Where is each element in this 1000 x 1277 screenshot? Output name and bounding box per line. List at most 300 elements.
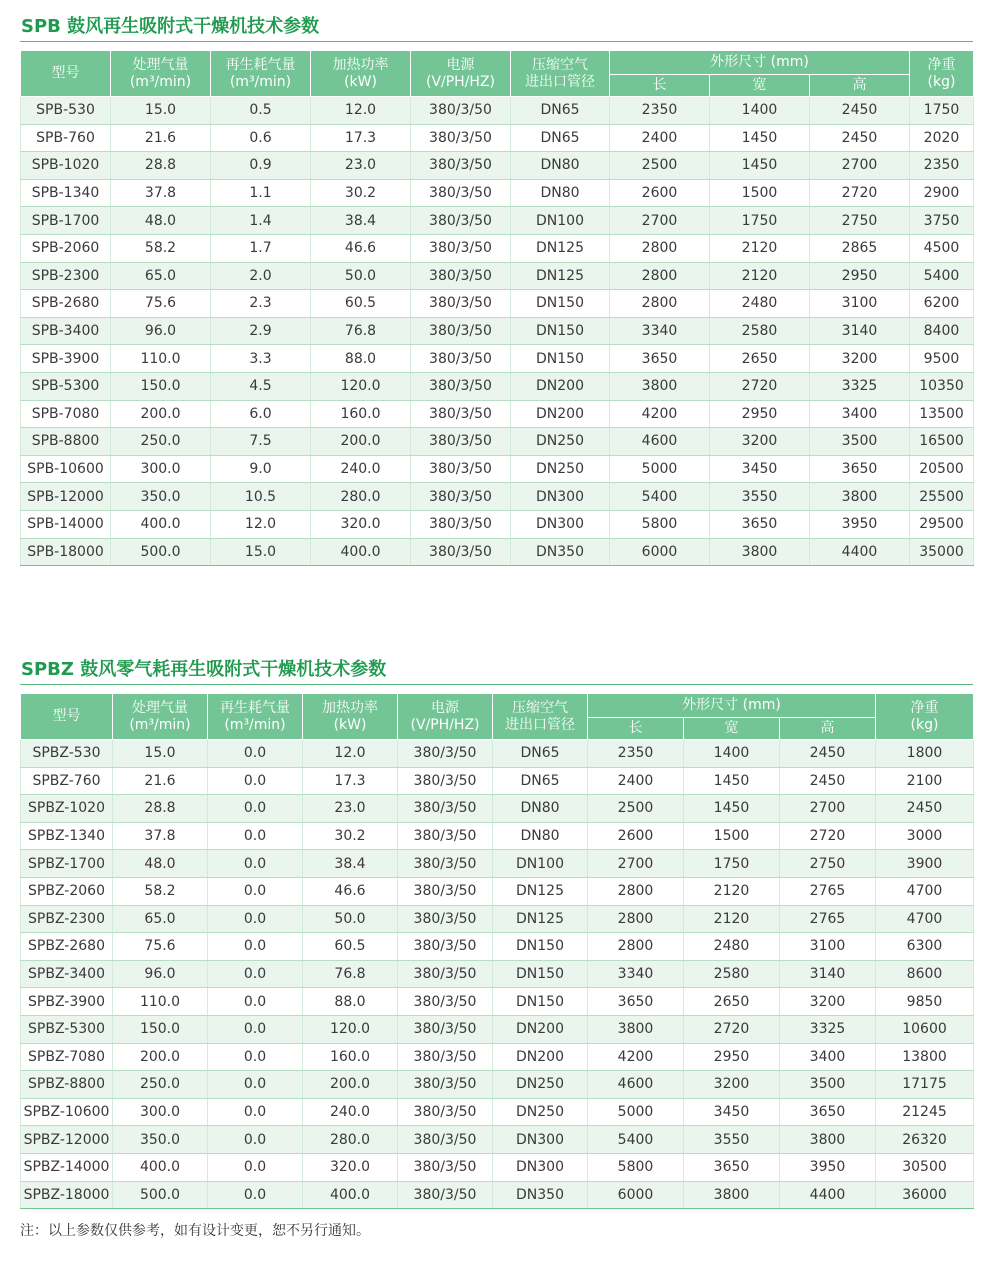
table-cell: 2700 (780, 795, 876, 823)
header-dims: 外形尺寸 (mm) (588, 694, 876, 718)
header-dims: 外形尺寸 (mm) (610, 51, 910, 75)
header-power: 加热功率 (kW) (311, 51, 411, 97)
table-cell: 380/3/50 (411, 97, 511, 125)
table-cell: DN300 (493, 1126, 588, 1154)
table-cell: 75.6 (113, 933, 208, 961)
model-cell: SPB-3900 (21, 345, 111, 373)
table-cell: 2450 (780, 767, 876, 795)
table-cell: 76.8 (311, 317, 411, 345)
table-cell: 3200 (684, 1071, 780, 1099)
table-cell: 58.2 (113, 877, 208, 905)
table-cell: 3140 (780, 960, 876, 988)
table-cell: 65.0 (111, 262, 211, 290)
model-cell: SPBZ-10600 (21, 1098, 113, 1126)
table-cell: DN150 (511, 290, 610, 318)
table-cell: 17.3 (303, 767, 398, 795)
table-row (21, 152, 974, 180)
model-cell: SPB-7080 (21, 400, 111, 428)
table-cell: 2600 (610, 179, 710, 207)
table-cell: 3800 (780, 1126, 876, 1154)
table-cell: 300.0 (113, 1098, 208, 1126)
table-cell: 380/3/50 (398, 988, 493, 1016)
table-cell: 4200 (610, 400, 710, 428)
table-cell: DN125 (511, 234, 610, 262)
table-cell: DN100 (511, 207, 610, 235)
table-cell: 3100 (780, 933, 876, 961)
table-cell: 35000 (910, 538, 974, 566)
table-cell: 2800 (610, 262, 710, 290)
table-cell: 30500 (876, 1153, 974, 1181)
table-cell: 29500 (910, 510, 974, 538)
table-row (21, 455, 974, 483)
table-row (21, 1098, 974, 1126)
table-cell: 3400 (810, 400, 910, 428)
model-cell: SPBZ-3400 (21, 960, 113, 988)
table-cell: 1750 (910, 97, 974, 125)
table-cell: 3800 (810, 483, 910, 511)
table-cell: 380/3/50 (398, 1181, 493, 1209)
table-cell: 120.0 (311, 372, 411, 400)
table-row (21, 317, 974, 345)
table-cell: 4600 (610, 428, 710, 456)
table-cell: 2400 (610, 124, 710, 152)
model-cell: SPB-1020 (21, 152, 111, 180)
table-row (21, 428, 974, 456)
header-power: 加热功率 (kW) (303, 694, 398, 740)
header-width: 宽 (710, 75, 810, 97)
table-cell: 4700 (876, 877, 974, 905)
table-cell: 2500 (610, 152, 710, 180)
table-cell: 23.0 (311, 152, 411, 180)
table-cell: 1450 (710, 152, 810, 180)
table-cell: 3800 (588, 1015, 684, 1043)
table-cell: 240.0 (303, 1098, 398, 1126)
table-cell: 21.6 (111, 124, 211, 152)
model-cell: SPB-18000 (21, 538, 111, 566)
table-cell: DN250 (493, 1071, 588, 1099)
table-row (21, 1126, 974, 1154)
table-row (21, 234, 974, 262)
table-cell: DN100 (493, 850, 588, 878)
table-cell: 2350 (910, 152, 974, 180)
table-cell: DN150 (511, 317, 610, 345)
table-cell: 2720 (810, 179, 910, 207)
table-cell: DN250 (511, 428, 610, 456)
model-cell: SPBZ-760 (21, 767, 113, 795)
table-cell: DN150 (493, 933, 588, 961)
table-cell: 2600 (588, 822, 684, 850)
table-cell: 1.4 (211, 207, 311, 235)
table-cell: 380/3/50 (411, 179, 511, 207)
header-port: 压缩空气 进出口管径 (511, 51, 610, 97)
table-cell: 50.0 (303, 905, 398, 933)
table-cell: 2700 (810, 152, 910, 180)
table-row (21, 179, 974, 207)
table-cell: DN80 (493, 795, 588, 823)
table-cell: 3750 (910, 207, 974, 235)
table-cell: 3200 (810, 345, 910, 373)
table-cell: 3650 (588, 988, 684, 1016)
table-row (21, 988, 974, 1016)
header-model: 型号 (21, 694, 113, 740)
table-cell: 400.0 (303, 1181, 398, 1209)
table-cell: 380/3/50 (411, 400, 511, 428)
table-cell: 9850 (876, 988, 974, 1016)
table-cell: 380/3/50 (398, 933, 493, 961)
table-cell: 5000 (588, 1098, 684, 1126)
model-cell: SPBZ-7080 (21, 1043, 113, 1071)
table-cell: 88.0 (311, 345, 411, 373)
table-cell: 3650 (780, 1098, 876, 1126)
table-cell: DN125 (493, 905, 588, 933)
table-cell: 3325 (780, 1015, 876, 1043)
table-cell: 380/3/50 (411, 124, 511, 152)
table-cell: 60.5 (311, 290, 411, 318)
table-cell: DN200 (493, 1015, 588, 1043)
table-cell: 2800 (610, 234, 710, 262)
table-cell: 1450 (684, 767, 780, 795)
table-cell: DN150 (493, 960, 588, 988)
table-cell: 320.0 (311, 510, 411, 538)
table-cell: 200.0 (303, 1071, 398, 1099)
table-cell: DN350 (511, 538, 610, 566)
table-cell: 2120 (684, 905, 780, 933)
table-cell: 23.0 (303, 795, 398, 823)
table-cell: 2750 (780, 850, 876, 878)
model-cell: SPBZ-5300 (21, 1015, 113, 1043)
table-cell: 3650 (610, 345, 710, 373)
table-cell: 2800 (588, 877, 684, 905)
section-title: SPBZ 鼓风零气耗再生吸附式干燥机技术参数 (20, 655, 973, 685)
table-cell: 3500 (780, 1071, 876, 1099)
table-cell: DN300 (493, 1153, 588, 1181)
table-cell: 21.6 (113, 767, 208, 795)
table-cell: 250.0 (111, 428, 211, 456)
table-cell: 2450 (780, 740, 876, 768)
table-cell: 9.0 (211, 455, 311, 483)
model-cell: SPB-10600 (21, 455, 111, 483)
table-cell: 30.2 (303, 822, 398, 850)
model-cell: SPBZ-530 (21, 740, 113, 768)
table-row (21, 207, 974, 235)
table-cell: 28.8 (113, 795, 208, 823)
table-cell: 380/3/50 (411, 483, 511, 511)
table-cell: 2120 (710, 262, 810, 290)
table-cell: 2400 (588, 767, 684, 795)
table-row (21, 767, 974, 795)
model-cell: SPBZ-12000 (21, 1126, 113, 1154)
table-cell: 96.0 (111, 317, 211, 345)
table-row (21, 483, 974, 511)
table-cell: 15.0 (113, 740, 208, 768)
table-cell: 6200 (910, 290, 974, 318)
table-cell: 0.0 (208, 960, 303, 988)
model-cell: SPBZ-1020 (21, 795, 113, 823)
table-cell: 8400 (910, 317, 974, 345)
table-cell: 380/3/50 (411, 317, 511, 345)
table-cell: 3500 (810, 428, 910, 456)
table-cell: 380/3/50 (398, 1153, 493, 1181)
header-length: 长 (588, 718, 684, 740)
table-cell: 20500 (910, 455, 974, 483)
table-cell: 2700 (610, 207, 710, 235)
table-cell: 88.0 (303, 988, 398, 1016)
table-cell: 350.0 (111, 483, 211, 511)
table-cell: 10350 (910, 372, 974, 400)
table-cell: 380/3/50 (398, 767, 493, 795)
table-cell: 48.0 (113, 850, 208, 878)
table-cell: 5800 (610, 510, 710, 538)
table-cell: 26320 (876, 1126, 974, 1154)
table-row (21, 290, 974, 318)
table-cell: 2120 (710, 234, 810, 262)
table-cell: DN65 (493, 740, 588, 768)
table-cell: 4400 (810, 538, 910, 566)
table-cell: 380/3/50 (398, 1071, 493, 1099)
table-cell: 3650 (710, 510, 810, 538)
header-width: 宽 (684, 718, 780, 740)
table-cell: DN250 (493, 1098, 588, 1126)
footnote: 注：以上参数仅供参考，如有设计变更，恕不另行通知。 (20, 1223, 370, 1239)
table-cell: 110.0 (113, 988, 208, 1016)
table-cell: DN125 (511, 262, 610, 290)
table-cell: 380/3/50 (411, 152, 511, 180)
table-cell: 2580 (710, 317, 810, 345)
table-cell: 380/3/50 (398, 1015, 493, 1043)
table-cell: 0.0 (208, 1181, 303, 1209)
table-row (21, 1015, 974, 1043)
table-row (21, 262, 974, 290)
table-cell: 1800 (876, 740, 974, 768)
table-cell: 2350 (588, 740, 684, 768)
table-cell: DN65 (493, 767, 588, 795)
table-row (21, 538, 974, 566)
table-cell: 3550 (684, 1126, 780, 1154)
table-cell: 150.0 (111, 372, 211, 400)
table-cell: 3650 (810, 455, 910, 483)
table-cell: 38.4 (311, 207, 411, 235)
model-cell: SPB-530 (21, 97, 111, 125)
table-cell: 380/3/50 (411, 207, 511, 235)
table-cell: 2720 (710, 372, 810, 400)
header-regen: 再生耗气量 (m³/min) (208, 694, 303, 740)
table-cell: 8600 (876, 960, 974, 988)
table-cell: 2.9 (211, 317, 311, 345)
table-cell: 280.0 (311, 483, 411, 511)
table-cell: 400.0 (111, 510, 211, 538)
table-cell: 4200 (588, 1043, 684, 1071)
table-cell: 380/3/50 (411, 428, 511, 456)
table-cell: 1750 (710, 207, 810, 235)
table-cell: 3340 (588, 960, 684, 988)
table-row (21, 400, 974, 428)
table-row (21, 905, 974, 933)
table-cell: 96.0 (113, 960, 208, 988)
table-cell: 0.0 (208, 1153, 303, 1181)
table-cell: 36000 (876, 1181, 974, 1209)
table-cell: 2450 (876, 795, 974, 823)
table-cell: 1450 (710, 124, 810, 152)
table-cell: 0.0 (208, 1126, 303, 1154)
table-cell: DN80 (511, 152, 610, 180)
table-cell: 240.0 (311, 455, 411, 483)
table-cell: 2450 (810, 124, 910, 152)
model-cell: SPBZ-2060 (21, 877, 113, 905)
table-cell: 2020 (910, 124, 974, 152)
table-cell: 3800 (610, 372, 710, 400)
table-cell: 0.0 (208, 1071, 303, 1099)
table-row (21, 933, 974, 961)
table-cell: 2750 (810, 207, 910, 235)
table-cell: 350.0 (113, 1126, 208, 1154)
table-cell: DN65 (511, 97, 610, 125)
model-cell: SPBZ-14000 (21, 1153, 113, 1181)
model-cell: SPBZ-2300 (21, 905, 113, 933)
table-cell: 3400 (780, 1043, 876, 1071)
table-cell: 5400 (910, 262, 974, 290)
table-cell: 21245 (876, 1098, 974, 1126)
table-cell: 200.0 (311, 428, 411, 456)
table-cell: 37.8 (111, 179, 211, 207)
table-cell: 0.0 (208, 850, 303, 878)
model-cell: SPB-12000 (21, 483, 111, 511)
table-cell: 17175 (876, 1071, 974, 1099)
table-cell: DN200 (511, 400, 610, 428)
table-cell: 2720 (780, 822, 876, 850)
header-regen: 再生耗气量 (m³/min) (211, 51, 311, 97)
table-row (21, 822, 974, 850)
table-cell: 400.0 (113, 1153, 208, 1181)
table-row (21, 1153, 974, 1181)
table-cell: 12.0 (303, 740, 398, 768)
table-cell: 5400 (610, 483, 710, 511)
table-cell: DN80 (493, 822, 588, 850)
table-cell: 160.0 (303, 1043, 398, 1071)
table-cell: 6000 (610, 538, 710, 566)
table-cell: 1450 (684, 795, 780, 823)
table-cell: 3.3 (211, 345, 311, 373)
table-cell: 0.0 (208, 1098, 303, 1126)
table-cell: 380/3/50 (398, 740, 493, 768)
header-model: 型号 (21, 51, 111, 97)
table-cell: 120.0 (303, 1015, 398, 1043)
model-cell: SPB-760 (21, 124, 111, 152)
table-cell: 0.9 (211, 152, 311, 180)
table-cell: 3800 (710, 538, 810, 566)
table-cell: 9500 (910, 345, 974, 373)
model-cell: SPBZ-2680 (21, 933, 113, 961)
table-cell: 6.0 (211, 400, 311, 428)
model-cell: SPBZ-3900 (21, 988, 113, 1016)
table-cell: 28.8 (111, 152, 211, 180)
table-cell: DN80 (511, 179, 610, 207)
table-cell: 25500 (910, 483, 974, 511)
section-title: SPB 鼓风再生吸附式干燥机技术参数 (20, 12, 973, 42)
table-cell: 320.0 (303, 1153, 398, 1181)
table-cell: 2700 (588, 850, 684, 878)
table-cell: 2.0 (211, 262, 311, 290)
table-cell: 0.0 (208, 1043, 303, 1071)
table-cell: 2720 (684, 1015, 780, 1043)
table-cell: 2120 (684, 877, 780, 905)
table-cell: 2100 (876, 767, 974, 795)
table-cell: DN200 (493, 1043, 588, 1071)
header-height: 高 (810, 75, 910, 97)
header-length: 长 (610, 75, 710, 97)
table-cell: 4600 (588, 1071, 684, 1099)
table-cell: 46.6 (311, 234, 411, 262)
table-cell: 3100 (810, 290, 910, 318)
spb-spec-section (20, 12, 973, 566)
table-cell: 1.1 (211, 179, 311, 207)
table-cell: 2800 (610, 290, 710, 318)
table-cell: 2765 (780, 877, 876, 905)
table-cell: DN300 (511, 510, 610, 538)
table-cell: 5800 (588, 1153, 684, 1181)
table-cell: 6000 (588, 1181, 684, 1209)
spbz-spec-section (20, 655, 973, 1209)
table-cell: 2500 (588, 795, 684, 823)
table-cell: 380/3/50 (411, 538, 511, 566)
table-cell: 13800 (876, 1043, 974, 1071)
table-row (21, 1043, 974, 1071)
table-cell: 58.2 (111, 234, 211, 262)
table-cell: 0.0 (208, 988, 303, 1016)
table-cell: 75.6 (111, 290, 211, 318)
model-cell: SPBZ-1340 (21, 822, 113, 850)
header-flow: 处理气量 (m³/min) (113, 694, 208, 740)
table-cell: 76.8 (303, 960, 398, 988)
table-row (21, 795, 974, 823)
header-height: 高 (780, 718, 876, 740)
table-cell: 10600 (876, 1015, 974, 1043)
table-cell: 1400 (684, 740, 780, 768)
model-cell: SPB-5300 (21, 372, 111, 400)
table-cell: 300.0 (111, 455, 211, 483)
table-row (21, 345, 974, 373)
table-cell: 2350 (610, 97, 710, 125)
header-weight: 净重 (kg) (876, 694, 974, 740)
table-cell: 2.3 (211, 290, 311, 318)
table-cell: 3000 (876, 822, 974, 850)
model-cell: SPB-1340 (21, 179, 111, 207)
table-cell: 3900 (876, 850, 974, 878)
table-cell: 3340 (610, 317, 710, 345)
table-cell: 3800 (684, 1181, 780, 1209)
table-cell: 380/3/50 (398, 905, 493, 933)
header-weight: 净重 (kg) (910, 51, 974, 97)
table-cell: 3950 (810, 510, 910, 538)
table-cell: 380/3/50 (398, 1126, 493, 1154)
table-cell: 0.0 (208, 740, 303, 768)
table-cell: 3140 (810, 317, 910, 345)
table-cell: 15.0 (211, 538, 311, 566)
table-cell: 380/3/50 (411, 262, 511, 290)
spec-table (20, 693, 974, 1209)
table-cell: 380/3/50 (398, 960, 493, 988)
model-cell: SPB-14000 (21, 510, 111, 538)
table-cell: 200.0 (113, 1043, 208, 1071)
table-cell: 2480 (710, 290, 810, 318)
table-row (21, 877, 974, 905)
table-cell: 2765 (780, 905, 876, 933)
model-cell: SPB-3400 (21, 317, 111, 345)
table-cell: 4500 (910, 234, 974, 262)
table-cell: 0.0 (208, 877, 303, 905)
table-cell: 0.5 (211, 97, 311, 125)
table-cell: 150.0 (113, 1015, 208, 1043)
table-cell: 60.5 (303, 933, 398, 961)
